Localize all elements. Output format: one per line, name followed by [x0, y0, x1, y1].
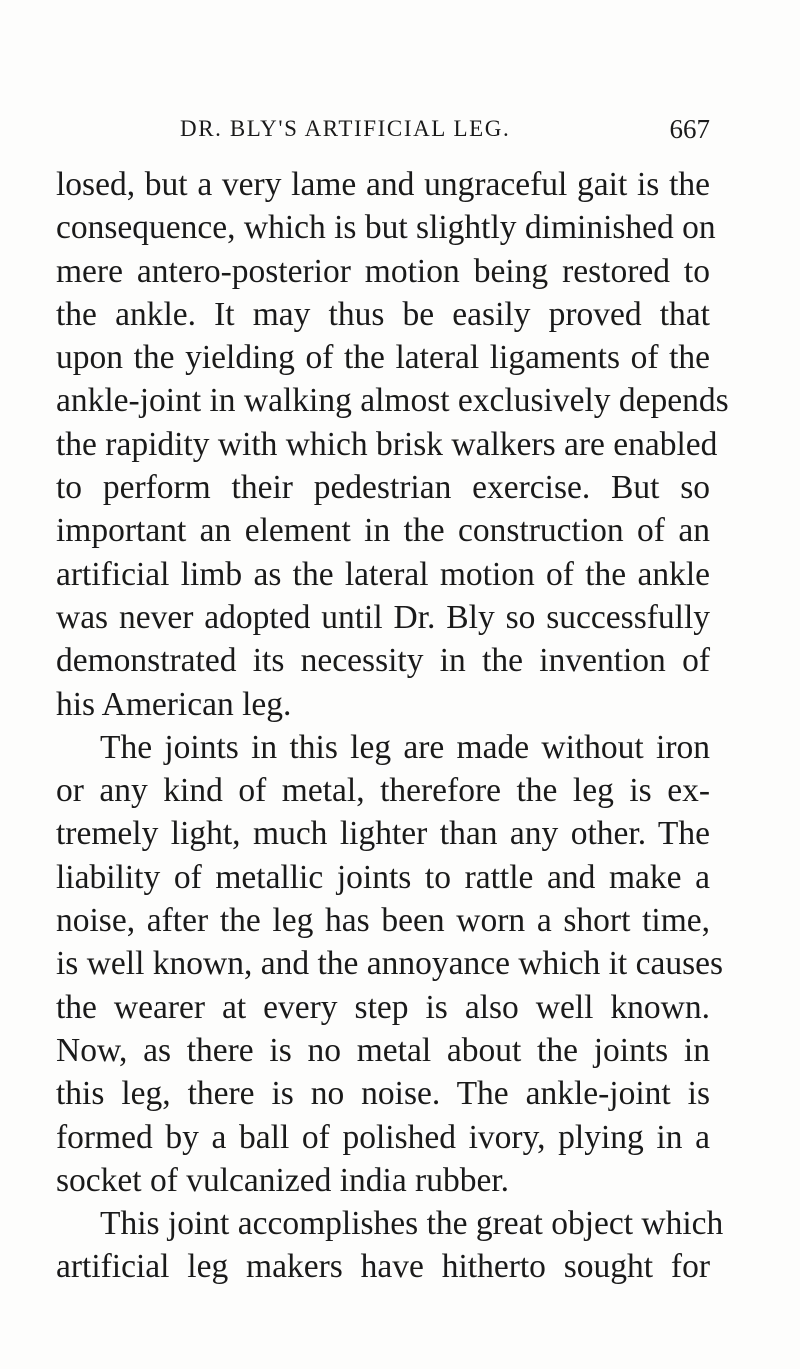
- text-line: mere antero-posterior motion being restored to: [56, 252, 710, 290]
- text-line: the ankle. It may thus be easily proved that: [56, 295, 710, 333]
- running-head: [56, 114, 710, 148]
- text-line: was never adopted until Dr. Bly so successfully: [56, 598, 710, 636]
- text-line: consequence, which is but slightly diminished on: [56, 209, 716, 247]
- text-line: important an element in the construction of an: [56, 512, 710, 550]
- text-line: tremely light, much lighter than any other. The: [56, 815, 710, 853]
- text-line: formed by a ball of polished ivory, plying in a: [56, 1118, 710, 1156]
- text-line: the wearer at every step is also well known.: [56, 988, 710, 1026]
- text-line: to perform their pedestrian exercise. But so: [56, 469, 710, 507]
- paragraph-first-line: The joints in this leg are made without iron: [100, 728, 710, 766]
- text-line: liability of metallic joints to rattle and make a: [56, 858, 710, 896]
- text-line: demonstrated its necessity in the invention of: [56, 642, 710, 680]
- text-line: ankle-joint in walking almost exclusively depends: [56, 382, 729, 420]
- paragraph-first-line: This joint accomplishes the great object which: [100, 1205, 724, 1243]
- page-number: 667: [669, 114, 710, 144]
- text-line: or any kind of metal, therefore the leg is ex-: [56, 772, 710, 810]
- text-line: losed, but a very lame and ungraceful gait is the: [56, 166, 710, 203]
- text-line: the rapidity with which brisk walkers are enabled: [56, 425, 718, 463]
- text-line: artificial limb as the lateral motion of the ankle: [56, 555, 710, 593]
- text-line: upon the yielding of the lateral ligaments of the: [56, 339, 710, 377]
- text-line: this leg, there is no noise. The ankle-joint is: [56, 1075, 710, 1113]
- running-title: DR. BLY'S ARTIFICIAL LEG.: [180, 116, 511, 141]
- text-line: is well known, and the annoyance which it causes: [56, 945, 724, 983]
- text-line: noise, after the leg has been worn a short time,: [56, 902, 710, 940]
- paragraph-end-line: socket of vulcanized india rubber.: [56, 1161, 510, 1199]
- paragraph-end-line: his American leg.: [56, 685, 292, 723]
- body-text: [56, 163, 729, 1289]
- text-line: Now, as there is no metal about the joints in: [56, 1031, 710, 1069]
- text-line: artificial leg makers have hitherto sought for: [56, 1248, 710, 1286]
